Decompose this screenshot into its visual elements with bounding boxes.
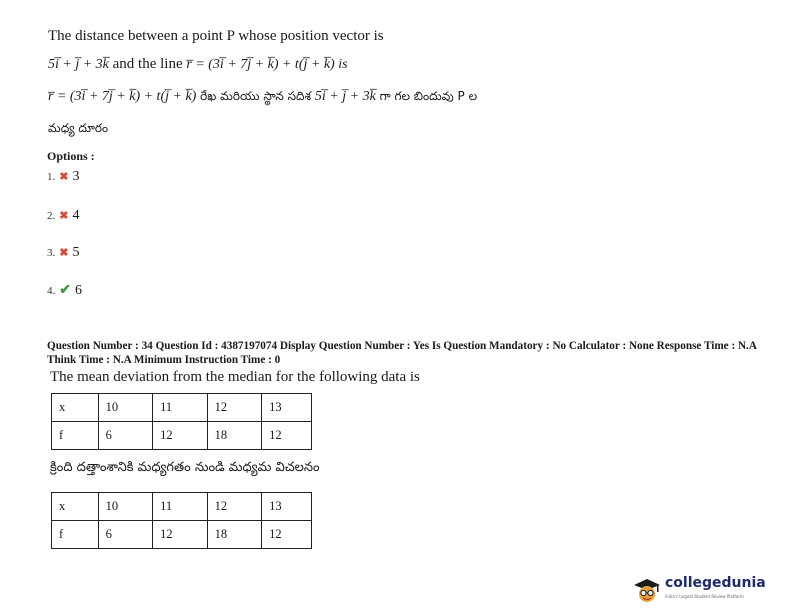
table-cell: 6 <box>98 521 153 549</box>
table-cell: 12 <box>262 422 312 450</box>
table-cell: 12 <box>262 521 312 549</box>
position-vector-expression-te: 5i̅ + j̅ + 3k̅ <box>314 89 376 104</box>
table-row <box>52 493 312 521</box>
graduate-mascot-icon <box>632 576 662 604</box>
cross-icon: ✖ <box>59 171 69 183</box>
option-2[interactable] <box>47 206 79 224</box>
question-text-line2 <box>48 56 348 73</box>
options-heading: Options : <box>47 149 95 163</box>
question-meta: Question Number : 34 Question Id : 4387197074 Display Question Number : Yes Is Question Mandatory : No Calculator : None Response Time : N.A Think Time : N.A Minimum Instruction Time : 0 <box>47 340 757 366</box>
table-cell: 11 <box>153 394 208 422</box>
option-number: 2. <box>47 210 56 222</box>
table-cell: 12 <box>207 394 262 422</box>
option-4[interactable] <box>47 281 82 299</box>
table-cell: 12 <box>153 422 208 450</box>
table-cell: 11 <box>153 493 208 521</box>
table-cell: f <box>52 422 99 450</box>
table-row <box>52 521 312 549</box>
table-row <box>52 422 312 450</box>
question-text-is: is <box>334 57 348 72</box>
table-cell: x <box>52 493 99 521</box>
line-equation-expression: r̅ = (3i̅ + 7j̅ + k̅) + t(j̅ + k̅) <box>186 57 335 72</box>
table-cell: 13 <box>262 493 312 521</box>
table-cell: 18 <box>207 422 262 450</box>
option-number: 1. <box>47 171 56 183</box>
question-text-line3-telugu <box>48 88 477 106</box>
table-cell: 10 <box>98 394 153 422</box>
table-cell: 10 <box>98 493 153 521</box>
table-cell: f <box>52 521 99 549</box>
table-cell: 13 <box>262 394 312 422</box>
option-number: 4. <box>47 285 56 297</box>
question-text-line4-telugu: మధ్య దూరం <box>48 121 109 135</box>
option-3[interactable] <box>47 243 79 261</box>
table-cell: 6 <box>98 422 153 450</box>
position-vector-expression: 5i̅ + j̅ + 3k̅ <box>48 57 109 72</box>
logo-tagline: India's largest Student Review Platform <box>665 594 744 599</box>
collegedunia-logo <box>632 576 766 604</box>
table-cell: x <box>52 394 99 422</box>
question-text-line1: The distance between a point P whose position vector is <box>48 28 384 44</box>
question-text-connector: and the line <box>108 56 187 72</box>
data-table-te <box>51 492 312 549</box>
option-value: 3 <box>72 169 80 184</box>
line-equation-expression-te: r̅ = (3i̅ + 7j̅ + k̅) + t(j̅ + k̅) <box>48 89 197 104</box>
option-number: 3. <box>47 247 56 259</box>
option-value: 6 <box>74 283 82 298</box>
cross-icon: ✖ <box>59 247 69 259</box>
table-cell: 12 <box>207 493 262 521</box>
cross-icon: ✖ <box>59 210 69 222</box>
logo-wordmark: collegedunia <box>665 575 766 591</box>
telugu-text-part2: గా గల బిందువు P ల <box>375 89 478 103</box>
table-cell: 18 <box>207 521 262 549</box>
checkmark-icon: ✔ <box>59 283 71 298</box>
table-row <box>52 394 312 422</box>
option-value: 4 <box>72 208 80 223</box>
option-value: 5 <box>72 245 80 260</box>
data-table-en <box>51 393 312 450</box>
option-1[interactable] <box>47 167 79 185</box>
table-cell: 12 <box>153 521 208 549</box>
question-text-te: క్రింది దత్తాంశానికి మధ్యగతం నుండి మధ్యమ విచలనం <box>50 460 320 475</box>
question-text-en: The mean deviation from the median for the following data is <box>50 369 420 385</box>
telugu-text-part1: రేఖ మరియు స్థాన సదిశ <box>196 89 315 103</box>
